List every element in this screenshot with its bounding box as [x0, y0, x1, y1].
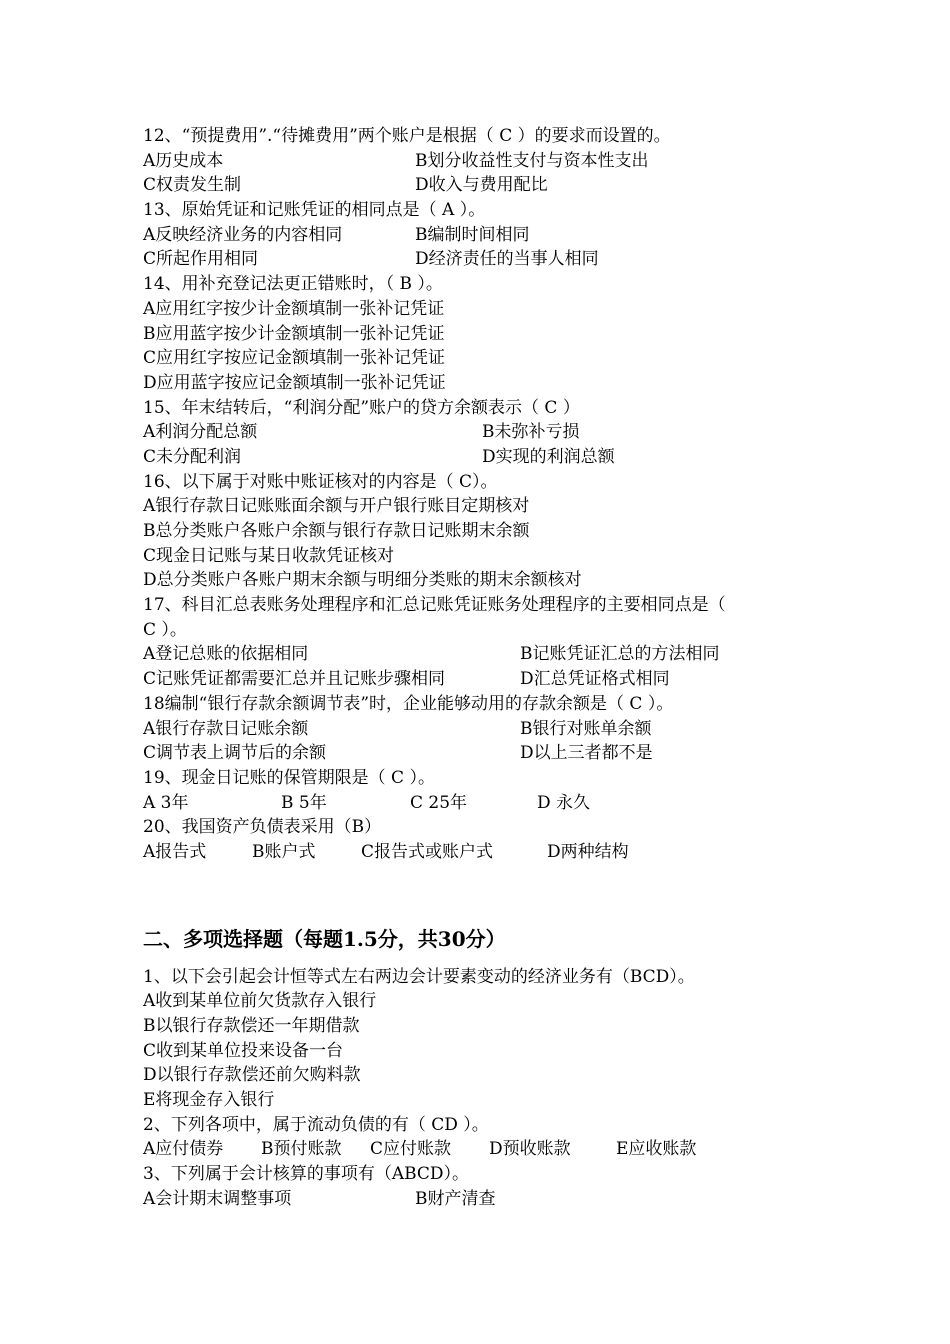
option-c: C调节表上调节后的余额	[143, 743, 327, 764]
section-heading: 二、多项选择题（每题1.5分，共30分）	[143, 926, 506, 951]
question-20: 20、我国资产负债表采用（B）	[143, 817, 382, 838]
option-c: C报告式或账户式	[361, 841, 494, 862]
option-d: D以上三者都不是	[520, 743, 653, 764]
option-b: B 5年	[281, 792, 327, 813]
option-a: A银行存款日记账余额	[143, 718, 309, 739]
question-m2: 2、下列各项中，属于流动负债的有（ CD ）。	[143, 1114, 489, 1135]
option-c: C 25年	[410, 792, 468, 813]
question-17-continued: C ）。	[143, 619, 187, 640]
option-b: B应用蓝字按少计金额填制一张补记凭证	[143, 323, 445, 344]
option-b: B财产清查	[415, 1188, 496, 1209]
option-a: A报告式	[143, 841, 207, 862]
option-c: C应付账款	[370, 1139, 452, 1160]
options-row	[143, 1137, 823, 1162]
options-row	[143, 1187, 823, 1212]
question-17: 17、科目汇总表账务处理程序和汇总记账凭证账务处理程序的主要相同点是（	[143, 595, 726, 616]
options-row	[143, 840, 823, 865]
option-b: B预付账款	[261, 1139, 342, 1160]
option-d: D经济责任的当事人相同	[415, 249, 599, 270]
options-row	[143, 741, 823, 766]
option-b: B划分收益性支付与资本性支出	[415, 150, 649, 171]
option-a: A登记总账的依据相同	[143, 644, 309, 665]
option-a: A收到某单位前欠货款存入银行	[143, 991, 377, 1012]
question-m3: 3、下列属于会计核算的事项有（ABCD）。	[143, 1164, 470, 1185]
option-d: D实现的利润总额	[482, 446, 615, 467]
option-a: A银行存款日记账账面余额与开户银行账目定期核对	[143, 496, 530, 517]
option-d: D应用蓝字按应记金额填制一张补记凭证	[143, 372, 446, 393]
options-row	[143, 717, 823, 742]
option-a: A会计期末调整事项	[143, 1188, 292, 1209]
option-a: A历史成本	[143, 150, 224, 171]
options-row	[143, 223, 823, 248]
option-a: A应付债券	[143, 1139, 224, 1160]
options-row	[143, 445, 823, 470]
options-row	[143, 420, 823, 445]
option-e: E应收账款	[616, 1139, 697, 1160]
option-b: B编制时间相同	[415, 224, 530, 245]
options-row	[143, 149, 823, 174]
option-e: E将现金存入银行	[143, 1090, 275, 1111]
option-c: C所起作用相同	[143, 249, 259, 270]
option-b: B总分类账户各账户余额与银行存款日记账期末余额	[143, 521, 530, 541]
question-19: 19、现金日记账的保管期限是（ C ）。	[143, 767, 435, 788]
option-c: C记账凭证都需要汇总并且记账步骤相同	[143, 669, 446, 690]
option-c: C现金日记账与某日收款凭证核对	[143, 545, 395, 566]
document-page	[143, 124, 823, 1212]
question-16: 16、以下属于对账中账证核对的内容是（ C）。	[143, 471, 498, 492]
option-d: D 永久	[537, 792, 591, 813]
question-15: 15、年末结转后，“利润分配”账户的贷方余额表示（ C ）	[143, 397, 580, 418]
option-a: A应用红字按少计金额填制一张补记凭证	[143, 298, 445, 319]
option-b: B未弥补亏损	[482, 422, 580, 443]
option-d: D以银行存款偿还前欠购料款	[143, 1065, 361, 1086]
option-a: A反映经济业务的内容相同	[143, 224, 343, 245]
options-row	[143, 667, 823, 692]
option-c: C应用红字按应记金额填制一张补记凭证	[143, 348, 446, 369]
option-d: D收入与费用配比	[415, 175, 548, 196]
question-18: 18编制“银行存款余额调节表”时，企业能够动用的存款余额是（ C ）。	[143, 693, 674, 714]
option-b: B银行对账单余额	[520, 718, 652, 739]
options-row	[143, 247, 823, 272]
question-12: 12、“预提费用”.“待摊费用”两个账户是根据（ C ）的要求而设置的。	[143, 126, 671, 146]
option-c: C未分配利润	[143, 446, 242, 467]
option-d: D汇总凭证格式相同	[520, 669, 670, 690]
section-spacer	[143, 865, 823, 915]
option-d: D总分类账户各账户期末余额与明细分类账的期末余额核对	[143, 570, 582, 591]
options-row	[143, 173, 823, 198]
option-a: A利润分配总额	[143, 422, 258, 443]
question-13: 13、原始凭证和记账凭证的相同点是（ A ）。	[143, 200, 486, 221]
option-b: B账户式	[252, 841, 316, 862]
question-14: 14、用补充登记法更正错账时，（ B ）。	[143, 274, 443, 295]
option-b: B记账凭证汇总的方法相同	[520, 644, 720, 665]
option-c: C权责发生制	[143, 175, 242, 196]
options-row	[143, 642, 823, 667]
options-row	[143, 791, 823, 816]
option-d: D两种结构	[547, 841, 629, 862]
option-a: A 3年	[143, 792, 189, 813]
option-c: C收到某单位投来设备一台	[143, 1040, 344, 1061]
option-b: B以银行存款偿还一年期借款	[143, 1016, 360, 1036]
question-m1: 1、以下会引起会计恒等式左右两边会计要素变动的经济业务有（BCD）。	[143, 966, 695, 987]
option-d: D预收账款	[489, 1139, 571, 1160]
